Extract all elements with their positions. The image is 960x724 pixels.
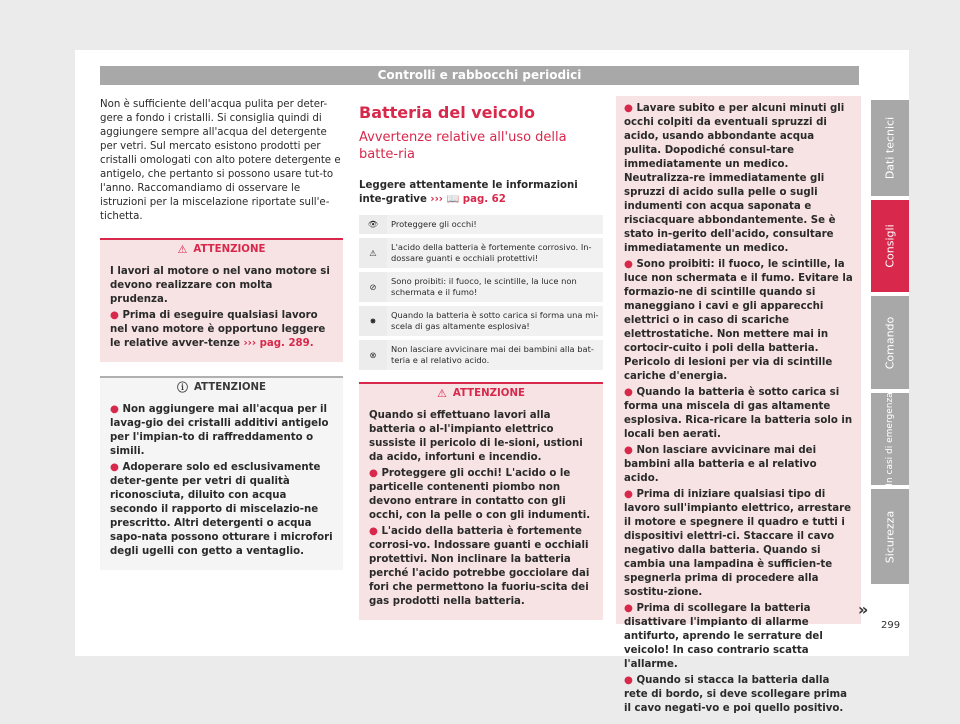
note-header [100, 378, 343, 398]
symbol-row [359, 338, 603, 372]
tab-comando[interactable]: Comando [871, 296, 909, 389]
symbol-row [359, 215, 603, 236]
warning-bullet-item: ● Quando si stacca la batteria dalla rete di bordo, si deve scollegare prima il cavo negati-vo e poi quello positivo. [624, 675, 847, 714]
warning-text: Quando si effettuano lavori alla batteria o al-l'impianto elettrico sussiste il pericolo di le-sioni, ustioni da acido, infortuni e incendio. [369, 410, 583, 463]
warning-triangle-icon: ⚠ [437, 387, 447, 400]
warning-body [359, 404, 603, 620]
symbol-row [359, 236, 603, 270]
lead-paragraph: Leggere attentamente le informazioni inte-grative ››› 📖 pag. 62 [359, 180, 578, 205]
warning-text: I lavori al motore o nel vano motore si devono realizzare con molta prudenza. [110, 266, 330, 305]
page-header: Controlli e rabbocchi periodici [100, 66, 859, 85]
warning-text-3: ● L'acido della batteria è fortemente corrosi-vo. Indossare guanti e occhiali protettivi. Non inclinare la batteria perché l'acido potrebbe gocciolare dai fori che permettono la fuoriu-scita dei gas prodotti nella batteria. [369, 526, 590, 607]
symbol-row [359, 304, 603, 338]
warning-title: ATTENZIONE [193, 244, 266, 255]
bullet-icon: ● [624, 445, 637, 456]
info-circle-icon: ⓘ [176, 381, 188, 394]
warning-triangle-icon: ⚠ [177, 243, 188, 256]
continue-arrow-icon: » [858, 600, 869, 619]
left-column [100, 98, 343, 570]
symbol-table [359, 215, 603, 374]
warning-continued-list [616, 96, 861, 724]
bullet-icon: ● [624, 603, 637, 614]
note-title: ATTENZIONE [193, 382, 267, 393]
warning-bullet-item: ● Prima di scollegare la batteria disattivare l'impianto di allarme antifurto, aprendo le serrature del veicolo! In caso contrario scatta l'allarme. [624, 603, 823, 670]
middle-column [359, 103, 603, 620]
eye-protection-icon: 👁 [359, 215, 387, 236]
warning-box-right [616, 96, 861, 714]
warning-bullet-item: ● Prima di iniziare qualsiasi tipo di lavoro sull'impianto elettrico, arrestare il motore e spegnere il quadro e tutti i dispositivi elettri-ci. Staccare il cavo negativo dalla batteria. Quando si cambia una lampadina è sufficien-te spegnerla prima di procedere alla sostitu-zione. [624, 489, 852, 598]
bullet-icon: ● [624, 489, 637, 500]
warning-text-2: ● Proteggere gli occhi! L'acido o le particelle contenenti piombo non devono entrare in contatto con gli occhi, con la pelle o con gli indumenti. [369, 468, 591, 521]
bullet-icon: ● [110, 310, 123, 321]
book-icon: 📖 [446, 194, 460, 205]
intro-paragraph: Non è sufficiente dell'acqua pulita per deter-gere a fondo i cristalli. Si consiglia quindi di aggiungere sempre all'acqua del detergente per vetri. Sul mercato esistono prodotti per cristalli omologati con alto potere detergente e antigelo, che pertanto si possono usare tut-to l'anno. Raccomandiamo di osservare le istruzioni per la miscelazione riportate sull'e-tichetta. [100, 99, 341, 222]
bullet-icon: ● [624, 675, 637, 686]
tab-consigli[interactable]: Consigli [871, 200, 909, 292]
note-box-left [100, 376, 343, 570]
page-reference-link[interactable]: pag. 62 [462, 194, 506, 205]
warning-bullet-item: ● Quando la batteria è sotto carica si forma una miscela di gas altamente esplosiva. Rica-ricare la batteria solo in locali ben aerati. [624, 387, 853, 440]
bullet-icon: ● [624, 103, 637, 114]
section-subtitle: Avvertenze relative all'uso della batte-ria [359, 130, 567, 162]
warning-bullet-item: ● Lavare subito e per alcuni minuti gli occhi colpiti da eventuali spruzzi di acido, usando abbondante acqua pulita. Dopodiché consul-tare immediatamente un medico. Neutralizza-re immediatamente gli spruzzi di acido sulla pelle o sugli indumenti con acqua saponata e risciacquare abbondantemente. Se è stato in-gerito dell'acido, consultare immediatamente un medico. [624, 103, 845, 254]
bullet-icon: ● [369, 526, 382, 537]
warning-bullet-item: ● Sono proibiti: il fuoco, le scintille, la luce non schermata e il fumo. Evitare la formazio-ne di scintille quando si maneggiano i cavi e gli apparecchi elettrici o in caso di scariche elettrostatiche. Non mettere mai in cortocir-cuito i poli della batteria. Pericolo di lesioni per via di scintille cariche d'energia. [624, 259, 853, 382]
warning-box-left [100, 238, 343, 362]
warning-text-2: ● Prima di eseguire qualsiasi lavoro nel vano motore è opportuno leggere le relative avver-tenze ››› pag. 289. [110, 310, 326, 349]
bullet-icon: ● [369, 468, 382, 479]
symbol-row [359, 270, 603, 304]
bullet-icon: ● [110, 462, 123, 473]
symbol-description: L'acido della batteria è fortemente corrosivo. In-dossare guanti e occhiali protettivi! [387, 236, 603, 270]
symbol-description: Non lasciare avvicinare mai dei bambini alla bat-teria e al relativo acido. [387, 338, 603, 372]
warning-header [100, 240, 343, 260]
tab-emergenza[interactable]: In casi di emergenza [871, 393, 909, 485]
no-children-icon: ⊗ [359, 338, 387, 372]
warning-body [100, 260, 343, 362]
warning-title: ATTENZIONE [452, 388, 525, 399]
tab-sicurezza[interactable]: Sicurezza [871, 489, 909, 584]
section-title: Batteria del veicolo [359, 103, 535, 122]
symbol-description: Proteggere gli occhi! [387, 215, 603, 236]
page-reference-link[interactable]: ››› pag. 289. [243, 338, 314, 349]
bullet-icon: ● [624, 387, 637, 398]
symbol-description: Sono proibiti: il fuoco, le scintille, la luce non schermata e il fumo! [387, 270, 603, 304]
page-number: 299 [881, 620, 901, 631]
explosive-icon: ✸ [359, 304, 387, 338]
note-body [100, 398, 343, 570]
no-fire-icon: ⊘ [359, 270, 387, 304]
warning-box-middle [359, 382, 603, 620]
warning-bullet-item: ● Non lasciare avvicinare mai dei bambini alla batteria e al relativo acido. [624, 445, 817, 484]
note-text-2: ● Adoperare solo ed esclusivamente deter-gente per vetri di qualità riconosciuta, diluito con acqua secondo il rapporto di miscelazio-ne prescritto. Altri detergenti o acqua sapo-nata possono otturare i microfori degli ugelli con getto a ventaglio. [110, 462, 333, 557]
symbol-description: Quando la batteria è sotto carica si forma una mi-scela di gas altamente esplosiva! [387, 304, 603, 338]
corrosive-icon: ⚠ [359, 236, 387, 270]
bullet-icon: ● [110, 404, 123, 415]
tab-dati-tecnici[interactable]: Dati tecnici [871, 100, 909, 196]
bullet-icon: ● [624, 259, 637, 270]
note-text-1: ● Non aggiungere mai all'acqua per il lavag-gio dei cristalli additivi antigelo per l'impian-to di raffreddamento o simili. [110, 404, 329, 457]
warning-header [359, 384, 603, 404]
